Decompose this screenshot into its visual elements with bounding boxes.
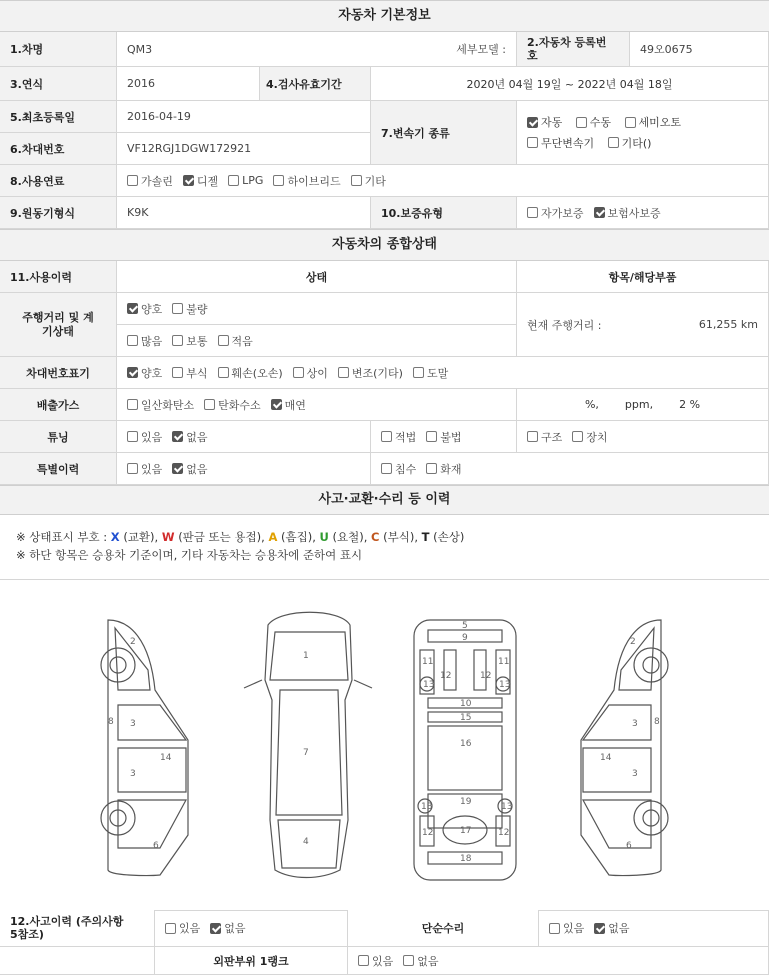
odo-value: 61,255 km [698, 318, 758, 331]
checkbox-icon[interactable] [183, 175, 194, 186]
fuel-diesel[interactable]: 디젤 [183, 173, 218, 189]
part-num: 12 [422, 828, 434, 838]
blank-cell [0, 947, 155, 975]
tuning-type [517, 421, 769, 453]
checkbox-icon[interactable] [594, 923, 605, 934]
inspection-value: 2020년 04월 19일 ~ 2022년 04월 18일 [371, 67, 769, 101]
part-num: 3 [632, 769, 638, 779]
part-num: 14 [600, 753, 612, 763]
odo-many[interactable]: 많음 [127, 333, 162, 349]
checkbox-icon[interactable] [127, 175, 138, 186]
checkbox-icon[interactable] [527, 117, 538, 128]
part-num: 3 [130, 769, 136, 779]
emission-options [117, 389, 517, 421]
tuning-legal[interactable]: 적법 [381, 429, 416, 445]
first-reg-label: 5.최초등록일 [0, 101, 117, 133]
special-flood[interactable]: 침수 [381, 461, 416, 477]
checkbox-icon[interactable] [426, 463, 437, 474]
part-num: 18 [460, 854, 472, 864]
accident-no[interactable]: 없음 [210, 920, 245, 936]
transmission-options [517, 101, 769, 165]
odo-label: 주행거리 및 계기상태 [0, 293, 117, 357]
panel-no[interactable]: 없음 [403, 953, 438, 969]
checkbox-icon[interactable] [127, 335, 138, 346]
odo-options-2 [117, 325, 517, 357]
part-num: 9 [462, 633, 468, 643]
part-num: 19 [460, 797, 472, 807]
panel-rank-label: 외판부위 1랭크 [155, 947, 348, 975]
checkbox-icon[interactable] [381, 431, 392, 442]
state-header: 상태 [117, 261, 517, 293]
part-num: 13 [423, 680, 435, 690]
vin-mark-label: 차대번호표기 [0, 357, 117, 389]
checkbox-icon[interactable] [228, 175, 239, 186]
part-num: 12 [498, 828, 510, 838]
part-num: 3 [130, 719, 136, 729]
part-num: 14 [160, 753, 172, 763]
reg-no-label: 2.자동차 등록번호 [517, 32, 630, 67]
checkbox-icon[interactable] [127, 463, 138, 474]
simple-repair-options [539, 910, 769, 947]
section-title-basic: 자동차 기본정보 [0, 0, 769, 32]
car-name-value: QM3 [127, 42, 153, 56]
vin-label: 6.차대번호 [0, 133, 117, 165]
checkbox-icon[interactable] [127, 399, 138, 410]
part-num: 13 [421, 802, 433, 812]
checkbox-icon[interactable] [218, 335, 229, 346]
part-num: 2 [130, 637, 136, 647]
part-num: 1 [303, 651, 309, 661]
car-name-cell [117, 32, 517, 67]
part-num: 12 [440, 671, 452, 681]
emission-hc[interactable]: 탄화수소 [204, 397, 261, 413]
inspection-label: 4.검사유효기간 [260, 67, 371, 101]
odo-normal[interactable]: 보통 [172, 333, 207, 349]
simple-yes[interactable]: 있음 [549, 920, 584, 936]
year-label: 3.연식 [0, 67, 117, 101]
special-no[interactable]: 없음 [172, 461, 207, 477]
fuel-gasoline[interactable]: 가솔린 [127, 173, 173, 189]
vin-mark-damaged[interactable]: 훼손(오손) [218, 365, 283, 381]
part-num: 12 [480, 671, 492, 681]
checkbox-icon[interactable] [358, 955, 369, 966]
odo-bad[interactable]: 불량 [172, 301, 207, 317]
checkbox-icon[interactable] [381, 463, 392, 474]
car-name-label: 1.차명 [0, 32, 117, 67]
checkbox-icon[interactable] [165, 923, 176, 934]
part-num: 5 [462, 621, 468, 631]
checkbox-icon[interactable] [127, 303, 138, 314]
checkbox-icon[interactable] [351, 175, 362, 186]
checkbox-icon[interactable] [527, 431, 538, 442]
checkbox-icon[interactable] [127, 367, 138, 378]
simple-repair-label: 단순수리 [348, 910, 539, 947]
odo-options-1 [117, 293, 517, 325]
part-num: 7 [303, 748, 309, 758]
checkbox-icon[interactable] [271, 399, 282, 410]
year-value: 2016 [117, 67, 260, 101]
checkbox-icon[interactable] [426, 431, 437, 442]
trans-cvt[interactable]: 무단변속기 [527, 135, 594, 151]
usage-label: 11.사용이력 [0, 261, 117, 293]
tuning-yes[interactable]: 있음 [127, 429, 162, 445]
emission-co[interactable]: 일산화탄소 [127, 397, 194, 413]
emission-unit-ppm: ppm, [624, 398, 654, 411]
accident-yes[interactable]: 있음 [165, 920, 200, 936]
fuel-options [117, 165, 769, 197]
simple-no[interactable]: 없음 [594, 920, 629, 936]
vin-mark-altered[interactable]: 변조(기타) [338, 365, 403, 381]
part-num: 6 [153, 841, 159, 851]
part-num: 4 [303, 837, 309, 847]
checkbox-icon[interactable] [594, 207, 605, 218]
special-yes[interactable]: 있음 [127, 461, 162, 477]
part-num: 10 [460, 699, 472, 709]
part-num: 13 [501, 802, 513, 812]
vin-mark-different[interactable]: 상이 [293, 365, 328, 381]
special-type [371, 453, 769, 485]
checkbox-icon[interactable] [218, 367, 229, 378]
part-num: 13 [499, 680, 511, 690]
accident-options [155, 910, 348, 947]
checkbox-icon[interactable] [172, 367, 183, 378]
warranty-label: 10.보증유형 [371, 197, 517, 229]
trans-other[interactable]: 기타() [608, 135, 652, 151]
vin-mark-options [117, 357, 769, 389]
tuning-structure[interactable]: 구조 [527, 429, 562, 445]
tuning-legality [371, 421, 517, 453]
checkbox-icon[interactable] [127, 431, 138, 442]
panel-yes[interactable]: 있음 [358, 953, 393, 969]
emission-smoke[interactable]: 매연 [271, 397, 306, 413]
odo-current-label: 현재 주행거리 : [527, 318, 602, 332]
checkbox-icon[interactable] [527, 137, 538, 148]
special-label: 특별이력 [0, 453, 117, 485]
fuel-lpg[interactable]: LPG [228, 174, 263, 187]
part-num: 3 [632, 719, 638, 729]
first-reg-value: 2016-04-19 [117, 101, 371, 133]
tuning-label: 튜닝 [0, 421, 117, 453]
odo-few[interactable]: 적음 [218, 333, 253, 349]
warranty-insurer[interactable]: 보험사보증 [594, 205, 661, 221]
part-num: 8 [654, 717, 660, 727]
part-num: 11 [498, 657, 510, 667]
part-num: 17 [460, 826, 472, 836]
fuel-label: 8.사용연료 [0, 165, 117, 197]
trans-manual[interactable]: 수동 [576, 114, 611, 130]
legend-line-2: ※ 하단 항목은 승용차 기준이며, 기타 자동차는 승용차에 준하여 표시 [16, 548, 363, 562]
checkbox-icon[interactable] [527, 207, 538, 218]
checkbox-icon[interactable] [273, 175, 284, 186]
part-num: 16 [460, 739, 472, 749]
vin-mark-painted[interactable]: 도말 [413, 365, 448, 381]
part-num: 6 [626, 841, 632, 851]
vin-mark-corrosion[interactable]: 부식 [172, 365, 207, 381]
odo-good[interactable]: 양호 [127, 301, 162, 317]
checkbox-icon[interactable] [172, 431, 183, 442]
emission-unit-pct: %, [584, 398, 599, 411]
transmission-label: 7.변속기 종류 [371, 101, 517, 165]
car-diagram-svg [0, 580, 769, 910]
checkbox-icon[interactable] [210, 923, 221, 934]
warranty-self[interactable]: 자가보증 [527, 205, 584, 221]
detail-model-label: 세부모델 : [456, 43, 506, 56]
trans-auto[interactable]: 자동 [527, 114, 562, 130]
legend-line-1: ※ 상태표시 부호 : X (교환), W (판금 또는 용접), A (흠집), U (요철), C (부식), T (손상) [16, 530, 465, 544]
car-left-side [101, 620, 188, 875]
checkbox-icon[interactable] [172, 335, 183, 346]
car-right-side [581, 620, 668, 875]
fuel-other[interactable]: 기타 [351, 173, 386, 189]
engine-value: K9K [117, 197, 371, 229]
part-num: 11 [422, 657, 434, 667]
checkbox-icon[interactable] [403, 955, 414, 966]
special-fire[interactable]: 화재 [426, 461, 461, 477]
section-title-accident: 사고·교환·수리 등 이력 [0, 485, 769, 515]
part-num: 2 [630, 637, 636, 647]
reg-no-value: 49오0675 [630, 32, 769, 67]
part-num: 8 [108, 717, 114, 727]
checkbox-icon[interactable] [204, 399, 215, 410]
checkbox-icon[interactable] [576, 117, 587, 128]
checkbox-icon[interactable] [413, 367, 424, 378]
accident-label: 12.사고이력 (주의사항 5참조) [0, 910, 155, 947]
checkbox-icon[interactable] [172, 303, 183, 314]
tuning-no[interactable]: 없음 [172, 429, 207, 445]
engine-label: 9.원동기형식 [0, 197, 117, 229]
emission-units [517, 389, 769, 421]
emission-unit-smoke: 2 % [679, 398, 701, 411]
panel-rank-options [348, 947, 769, 975]
tuning-device[interactable]: 장치 [572, 429, 607, 445]
legend-notes [0, 514, 769, 580]
vin-value: VF12RGJ1DGW172921 [117, 133, 371, 165]
checkbox-icon[interactable] [549, 923, 560, 934]
checkbox-icon[interactable] [572, 431, 583, 442]
trans-semi[interactable]: 세미오토 [625, 114, 682, 130]
warranty-options [517, 197, 769, 229]
emission-label: 배출가스 [0, 389, 117, 421]
tuning-illegal[interactable]: 불법 [426, 429, 461, 445]
odo-reading-cell [517, 293, 769, 357]
item-header: 항목/해당부품 [517, 261, 769, 293]
section-title-overall: 자동차의 종합상태 [0, 229, 769, 261]
checkbox-icon[interactable] [608, 137, 619, 148]
checkbox-icon[interactable] [172, 463, 183, 474]
vin-mark-good[interactable]: 양호 [127, 365, 162, 381]
checkbox-icon[interactable] [293, 367, 304, 378]
checkbox-icon[interactable] [625, 117, 636, 128]
tuning-options [117, 421, 371, 453]
fuel-hybrid[interactable]: 하이브리드 [273, 173, 340, 189]
part-num: 15 [460, 713, 472, 723]
car-diagram [0, 580, 769, 911]
checkbox-icon[interactable] [338, 367, 349, 378]
special-options [117, 453, 371, 485]
